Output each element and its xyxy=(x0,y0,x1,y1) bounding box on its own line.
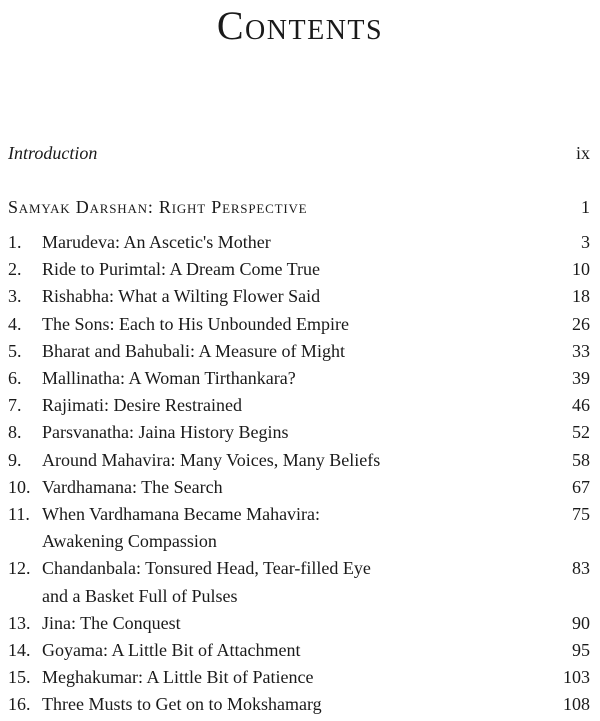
toc-entry-number: 12. xyxy=(8,558,31,579)
toc-entry-title: Ride to Purimtal: A Dream Come True xyxy=(42,259,320,280)
toc-entry[interactable] xyxy=(8,474,590,501)
toc-entry[interactable] xyxy=(8,637,590,664)
toc-entry-page: 52 xyxy=(572,422,590,443)
toc-entry-number: 11. xyxy=(8,504,30,525)
toc-entry[interactable] xyxy=(8,256,590,283)
toc-entry-title: When Vardhamana Became Mahavira: xyxy=(42,504,321,525)
toc-entry-number: 10. xyxy=(8,476,31,497)
toc-entry-page: 10 xyxy=(572,259,590,280)
toc-entry-page: 3 xyxy=(581,232,590,252)
toc-introduction-label: Introduction xyxy=(8,143,98,163)
toc-entry-page: 58 xyxy=(572,449,590,470)
toc-entry-title: Mallinatha: A Woman Tirthankara? xyxy=(42,368,296,389)
toc-entry-number: 6. xyxy=(8,368,22,389)
toc-entry-number: 9. xyxy=(8,449,22,470)
toc-entry-page: 33 xyxy=(572,340,590,361)
toc-entry-number: 3. xyxy=(8,286,22,307)
toc-entry[interactable] xyxy=(8,610,590,637)
toc-entry-title: Vardhamana: The Search xyxy=(42,476,223,497)
toc-entry-number: 1. xyxy=(8,232,22,252)
toc-section-heading[interactable] xyxy=(8,194,590,220)
toc-entry[interactable] xyxy=(8,283,590,310)
toc-entry-title: Rajimati: Desire Restrained xyxy=(42,395,242,416)
toc-entry-page: 90 xyxy=(572,612,590,633)
toc-introduction-row[interactable] xyxy=(8,140,590,166)
toc-entry-title: The Sons: Each to His Unbounded Empire xyxy=(42,313,349,334)
toc-entry[interactable] xyxy=(8,311,590,338)
toc-list xyxy=(8,229,590,719)
toc-entry-number: 13. xyxy=(8,612,31,633)
toc-entry[interactable] xyxy=(8,501,590,555)
toc-entry-title: Rishabha: What a Wilting Flower Said xyxy=(42,286,321,307)
page-title: Contents xyxy=(216,3,384,48)
toc-entry-title: Bharat and Bahubali: A Measure of Might xyxy=(42,340,345,361)
toc-entry-title: Parsvanatha: Jaina History Begins xyxy=(42,422,289,443)
toc-entry-page: 26 xyxy=(572,313,590,334)
toc-section-page: 1 xyxy=(581,197,590,217)
toc-introduction-page: ix xyxy=(575,143,590,163)
toc-entry[interactable] xyxy=(8,392,590,419)
toc-entry-page: 108 xyxy=(563,694,590,715)
toc-entry-page: 67 xyxy=(572,476,590,497)
toc-entry-page: 75 xyxy=(572,504,590,525)
toc-entry-title: Meghakumar: A Little Bit of Patience xyxy=(42,667,314,688)
toc-entry-title: Goyama: A Little Bit of Attachment xyxy=(42,640,301,661)
toc-entry[interactable] xyxy=(8,365,590,392)
toc-entry-number: 5. xyxy=(8,340,22,361)
toc-entry-page: 46 xyxy=(572,395,590,416)
toc-entry-title: Jina: The Conquest xyxy=(42,612,181,633)
toc-section-label: Samyak Darshan: Right Perspective xyxy=(8,197,308,217)
toc-entry-number: 4. xyxy=(8,313,22,334)
toc-entry-number: 7. xyxy=(8,395,22,416)
toc-entry-title: Awakening Compassion xyxy=(42,531,217,552)
toc-entry[interactable] xyxy=(8,691,590,718)
toc-entry-title: Three Musts to Get on to Mokshamarg xyxy=(42,694,322,715)
toc-entry-number: 15. xyxy=(8,667,31,688)
toc-entry-title: and a Basket Full of Pulses xyxy=(42,585,238,606)
toc-entry-number: 8. xyxy=(8,422,22,443)
toc-entry-number: 2. xyxy=(8,259,22,280)
toc-entry[interactable] xyxy=(8,664,590,691)
toc-entry-title: Around Mahavira: Many Voices, Many Beliefs xyxy=(42,449,381,470)
toc-entry-page: 95 xyxy=(572,640,590,661)
toc-entry-number: 14. xyxy=(8,640,31,661)
toc-entry-page: 103 xyxy=(563,667,590,688)
toc-entry-page: 39 xyxy=(572,368,590,389)
toc-entry[interactable] xyxy=(8,338,590,365)
toc-entry-title: Chandanbala: Tonsured Head, Tear-filled Eye xyxy=(42,558,371,579)
toc-entry[interactable] xyxy=(8,555,590,609)
toc-entry[interactable] xyxy=(8,447,590,474)
toc-entry-page: 18 xyxy=(572,286,590,307)
toc-entry[interactable] xyxy=(8,419,590,446)
toc-entry-page: 83 xyxy=(572,558,590,579)
toc-entry-number: 16. xyxy=(8,694,31,715)
toc-entry-title: Marudeva: An Ascetic's Mother xyxy=(42,232,271,252)
toc-entry[interactable] xyxy=(8,229,590,256)
